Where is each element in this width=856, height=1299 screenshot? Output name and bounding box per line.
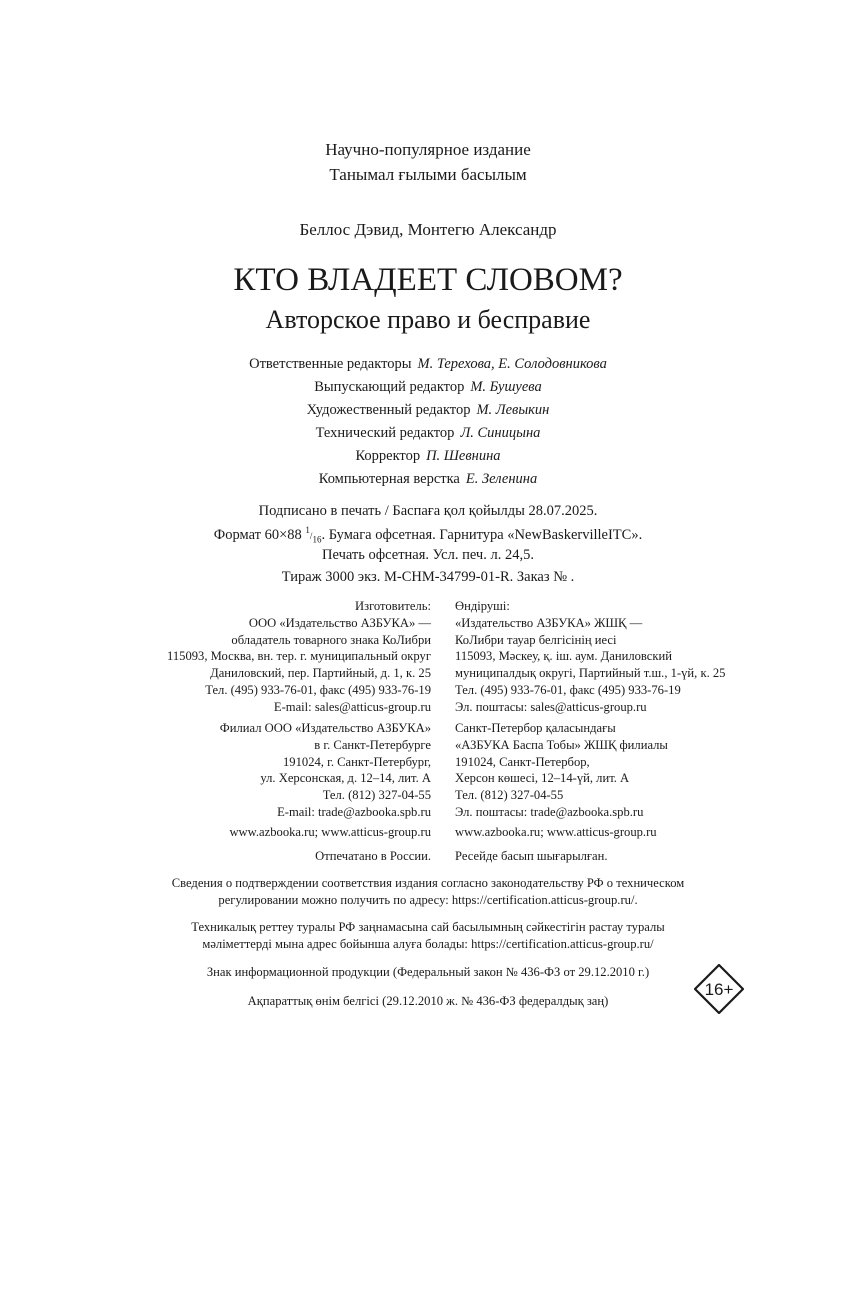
signed-line: Подписано в печать / Баспаға қол қойылды 28.07.2025.: [258, 503, 598, 519]
edition-type-kz: Танымал ғылыми басылым: [329, 165, 527, 184]
print-method-line: Печать офсетная. Усл. печ. л. 24,5.: [322, 547, 534, 563]
printed-in-ru: Отпечатано в России.: [315, 849, 431, 863]
authors: Беллос Дэвид, Монтегю Александр: [299, 220, 557, 239]
editor-line: Художественный редактор М. Левыкин: [306, 402, 550, 418]
book-subtitle: Авторское право и бесправие: [265, 305, 591, 334]
info-sign-ru: Знак информационной продукции (Федеральный закон № 436-ФЗ от 29.12.2010 г.): [206, 965, 650, 979]
editor-line: Технический редактор Л. Синицына: [315, 425, 541, 441]
edition-type-ru: Научно-популярное издание: [325, 140, 531, 159]
age-rating-diamond-icon: [694, 964, 744, 1014]
printed-in-kz: Ресейде басып шығарылған.: [455, 849, 608, 863]
age-rating-text: 16+: [704, 980, 734, 999]
manufacturer-kz: Өндіруші: «Издательство АЗБУКА» ЖШҚ — КоЛибри тауар белгісінің иесі 115093, Мәскеу, қ. іш. аум. Даниловский муниципалдық округі, Партийный т.ш., 1-үй, к. 25 Тел. (495) 933-76-01, факс (495) 933-76-19 Эл. поштасы: sales@atticus-group.ru: [455, 599, 726, 714]
age-rating-badge: [694, 964, 744, 1014]
info-sign-kz: Ақпараттық өнім белгісі (29.12.2010 ж. № 436-ФЗ федералдық заң): [247, 994, 609, 1008]
editor-line: Ответственные редакторы М. Терехова, Е. Солодовникова: [249, 356, 607, 372]
format-line: Формат 60×88 $^1/_{16}$. Бумага офсетная. Гарнитура «NewBaskervilleITC».: [213, 525, 643, 545]
manufacturer-ru: Изготовитель: ООО «Издательство АЗБУКА» — обладатель товарного знака КоЛибри 115093, Москва, вн. тер. г. муниципальный округ Даниловский, пер. Партийный, д. 1, к. 25 Тел. (495) 933-76-01, факс (495) 933-76-19 E-mail: sales@atticus-group.ru: [167, 599, 431, 714]
branch-kz: Санкт-Петербор қаласындағы «АЗБУКА Баспа Тобы» ЖШҚ филиалы 191024, Санкт-Петербор, Херсон көшесі, 12–14-үй, лит. А Тел. (812) 327-04-55 Эл. поштасы: trade@azbooka.spb.ru: [455, 721, 668, 819]
editor-line: Выпускающий редактор М. Бушуева: [314, 379, 542, 395]
branch-ru: Филиал ООО «Издательство АЗБУКА» в г. Санкт-Петербурге 191024, г. Санкт-Петербург, ул. Херсонская, д. 12–14, лит. А Тел. (812) 327-04-55 E-mail: trade@azbooka.spb.ru: [219, 721, 431, 819]
run-line: Тираж 3000 экз. М-СНМ-34799-01-R. Заказ № .: [281, 569, 575, 585]
websites-kz: www.azbooka.ru; www.atticus-group.ru: [455, 825, 657, 839]
editor-line: Компьютерная верстка Е. Зеленина: [318, 471, 538, 487]
websites-ru: www.azbooka.ru; www.atticus-group.ru: [229, 825, 431, 839]
editor-line: Корректор П. Шевнина: [355, 448, 501, 464]
book-title: КТО ВЛАДЕЕТ СЛОВОМ?: [233, 262, 623, 298]
